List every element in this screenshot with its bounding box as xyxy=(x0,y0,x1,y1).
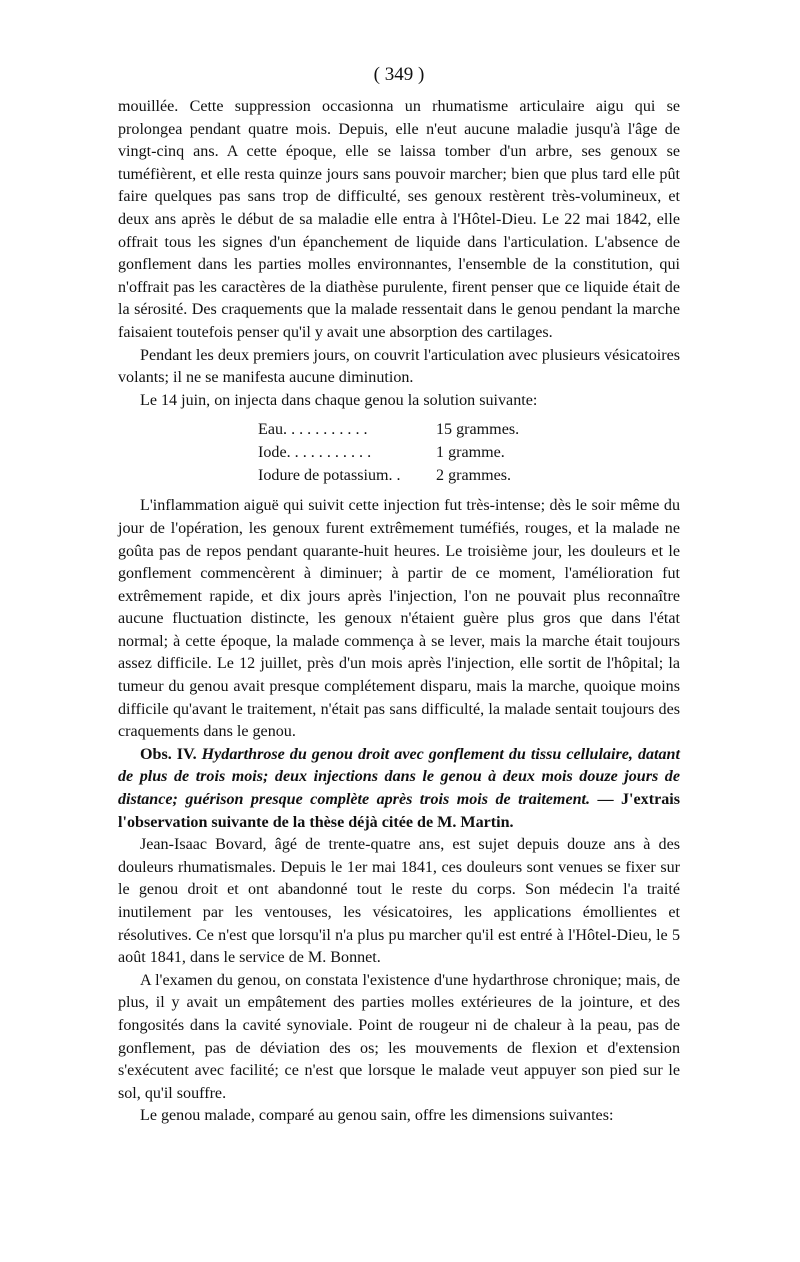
recipe-row xyxy=(258,418,680,441)
observation-heading xyxy=(118,744,680,834)
recipe-quantity: 15 grammes. xyxy=(436,421,520,439)
paragraph-vesicatoires: Pendant les deux premiers jours, on couvrit l'articulation avec plusieurs vésicatoires volants; il ne se manifesta aucune diminution. xyxy=(118,346,680,387)
recipe-quantity: 2 grammes. xyxy=(436,467,512,485)
injection-recipe xyxy=(258,418,680,487)
observation-label: Obs. IV. xyxy=(140,745,197,763)
recipe-row xyxy=(258,441,680,464)
paragraph-inflammation: L'inflammation aiguë qui suivit cette injection fut très-intense; dès le soir même du jour de l'opération, les genoux furent extrêmement tuméfiés, rouges, et la malade ne goûta pas de repos pendant quarante-huit heures. Le troisième jour, les douleurs et le gonflement commencèrent à diminuer; à partir de ce moment, l'amélioration fut extrêmement rapide, et dix jours après l'injection, l'on ne pouvait plus reconnaître aucune fluctuation distincte, les genoux n'étaient guère plus gros que dans l'état normal; à cette époque, la malade commença à se lever, mais la marche était toujours assez difficile. Le 12 juillet, près d'un mois après l'injection, elle sortit de l'hôpital; la tumeur du genou avait presque complétement disparu, mais la marche, quoique moins difficile qu'avant le traitement, n'était pas sans difficulté, la malade sentait toujours des craquements dans le genou. xyxy=(118,497,680,741)
paragraph-injection-intro: Le 14 juin, on injecta dans chaque genou la solution suivante: xyxy=(140,391,538,409)
recipe-ingredient: Iode. . . . . . . . . . . xyxy=(258,444,372,462)
page xyxy=(118,62,680,1128)
observation-source: — J'extrais l'observation suivante de la thèse déjà citée de M. Martin. xyxy=(118,791,680,831)
paragraph-dimensions-intro: Le genou malade, comparé au genou sain, offre les dimensions suivantes: xyxy=(140,1107,614,1125)
paragraph-case-history: mouillée. Cette suppression occasionna un rhumatisme articulaire aigu qui se prolongea pendant quatre mois. Depuis, elle n'eut aucune maladie jusqu'à l'âge de vingt-cinq ans. A cette époque, elle se laissa tomber d'un arbre, ses genoux se tuméfièrent, et elle resta quinze jours sans pouvoir marcher; bien que plus tard elle pût faire quelques pas sans trop de difficulté, ses genoux restèrent très-volumineux, et deux ans après le début de sa maladie elle entra à l'Hôtel-Dieu. Le 22 mai 1842, elle offrait tous les signes d'un épanchement de liquide dans l'articulation. L'absence de gonflement dans les parties molles environnantes, l'ensemble de la constitution, qui n'offrait pas les caractères de la diathèse purulente, firent penser que ce liquide était de la sérosité. Des craquements que la malade ressentait dans le genou pendant la marche faisaient toutefois penser qu'il y avait une absorption des cartilages. xyxy=(118,98,680,341)
recipe-quantity: 1 gramme. xyxy=(436,444,505,462)
paragraph-knee-exam: A l'examen du genou, on constata l'existence d'une hydarthrose chronique; mais, de plus, il y avait un empâtement des parties molles extérieures de la jointure, et des fongosités dans la cavité synoviale. Point de rougeur ni de chaleur à la peau, pas de gonflement, pas de déviation des os; les mouvements de flexion et d'extension s'exécutent avec facilité; ce n'est que lorsque le malade veut appuyer son pied sur le sol, qu'il souffre. xyxy=(118,971,680,1102)
paragraph-patient-bovard: Jean-Isaac Bovard, âgé de trente-quatre ans, est sujet depuis douze ans à des douleurs rhumatismales. Depuis le 1er mai 1841, ces douleurs sont venues se fixer sur le genou droit et ont abandonné tout le reste du corps. Son médecin l'a traité inutilement par les ventouses, les vésicatoires, les applications émollientes et résolutives. Ce n'est que lorsqu'il n'a plus pu marcher qu'il est entré à l'Hôtel-Dieu, le 5 août 1841, dans le service de M. Bonnet. xyxy=(118,836,680,967)
page-number: ( 349 ) xyxy=(373,64,425,85)
recipe-row xyxy=(258,464,680,487)
observation-title: Hydarthrose du genou droit avec gonflement du tissu cellulaire, datant de plus de trois mois; deux injections dans le genou à deux mois douze jours de distance; guérison presque complète après trois mois de traitement. xyxy=(118,745,680,809)
recipe-ingredient: Eau. . . . . . . . . . . xyxy=(258,421,368,439)
recipe-ingredient: Iodure de potassium. . xyxy=(258,467,401,485)
